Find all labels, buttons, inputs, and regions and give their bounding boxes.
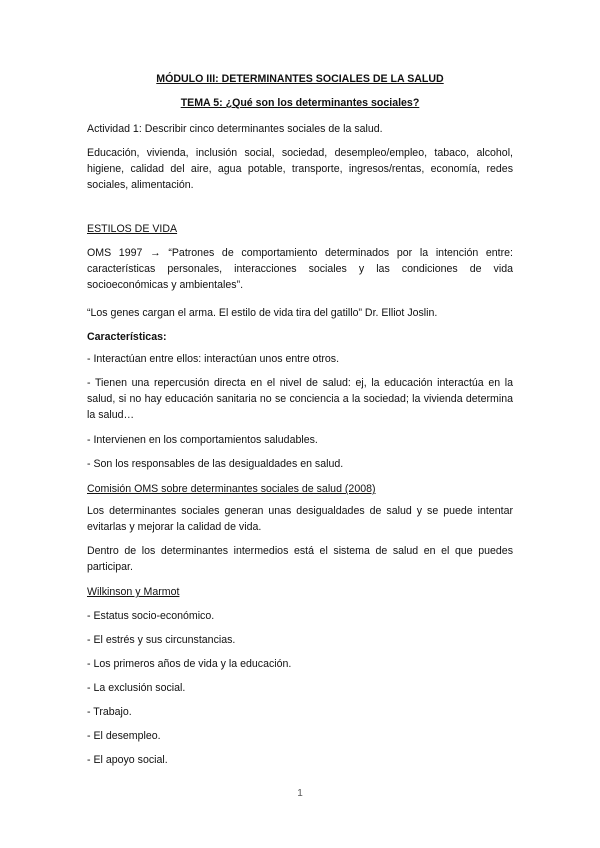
commission-paragraph-2: Dentro de los determinantes intermedios está el sistema de salud en el que puedes participar. [87,545,513,573]
characteristic-item: - Tienen una repercusión directa en el nivel de salud: ej, la educación interactúa en la salud, si no hay educación sanitaria no se conciencia a la sociedad; la vivienda determina la salud… [87,377,513,421]
commission-paragraph-1: Los determinantes sociales generan unas desigualdades de salud y se puede intentar evitarlas y mejorar la calidad de vida. [87,505,513,533]
characteristic-item: - Son los responsables de las desigualdades en salud. [87,458,344,470]
oms-definition: OMS 1997 → “Patrones de comportamiento determinados por la intención entre: características personales, interacciones sociales y las condiciones de vida socioeconómicas y ambientales”. [87,247,513,291]
wilkinson-item: - El estrés y sus circunstancias. [87,634,236,646]
wilkinson-item: - Estatus socio-económico. [87,610,215,622]
wilkinson-item: - Los primeros años de vida y la educación. [87,658,292,670]
wilkinson-item: - El apoyo social. [87,754,168,766]
wilkinson-item: - La exclusión social. [87,682,186,694]
activity-prompt: Actividad 1: Describir cinco determinantes sociales de la salud. [87,123,383,135]
wilkinson-item: - El desempleo. [87,730,161,742]
lifestyle-heading: ESTILOS DE VIDA [87,223,178,235]
characteristics-heading: Características: [87,331,167,343]
module-title: MÓDULO III: DETERMINANTES SOCIALES DE LA SALUD [156,73,444,85]
characteristic-item: - Interactúan entre ellos: interactúan unos entre otros. [87,353,340,365]
activity-answer: Educación, vivienda, inclusión social, sociedad, desempleo/empleo, tabaco, alcohol, higiene, calidad del aire, agua potable, transporte, ingresos/rentas, economía, redes sociales, alimentación. [87,147,513,191]
commission-heading: Comisión OMS sobre determinantes sociales de salud (2008) [87,483,376,495]
page-number: 1 [297,788,303,799]
wilkinson-item: - Trabajo. [87,706,132,718]
topic-title: TEMA 5: ¿Qué son los determinantes sociales? [180,97,420,109]
characteristic-item: - Intervienen en los comportamientos saludables. [87,434,318,446]
joslin-quote: “Los genes cargan el arma. El estilo de vida tira del gatillo” Dr. Elliot Joslin. [87,307,438,319]
wilkinson-heading: Wilkinson y Marmot [87,586,180,598]
